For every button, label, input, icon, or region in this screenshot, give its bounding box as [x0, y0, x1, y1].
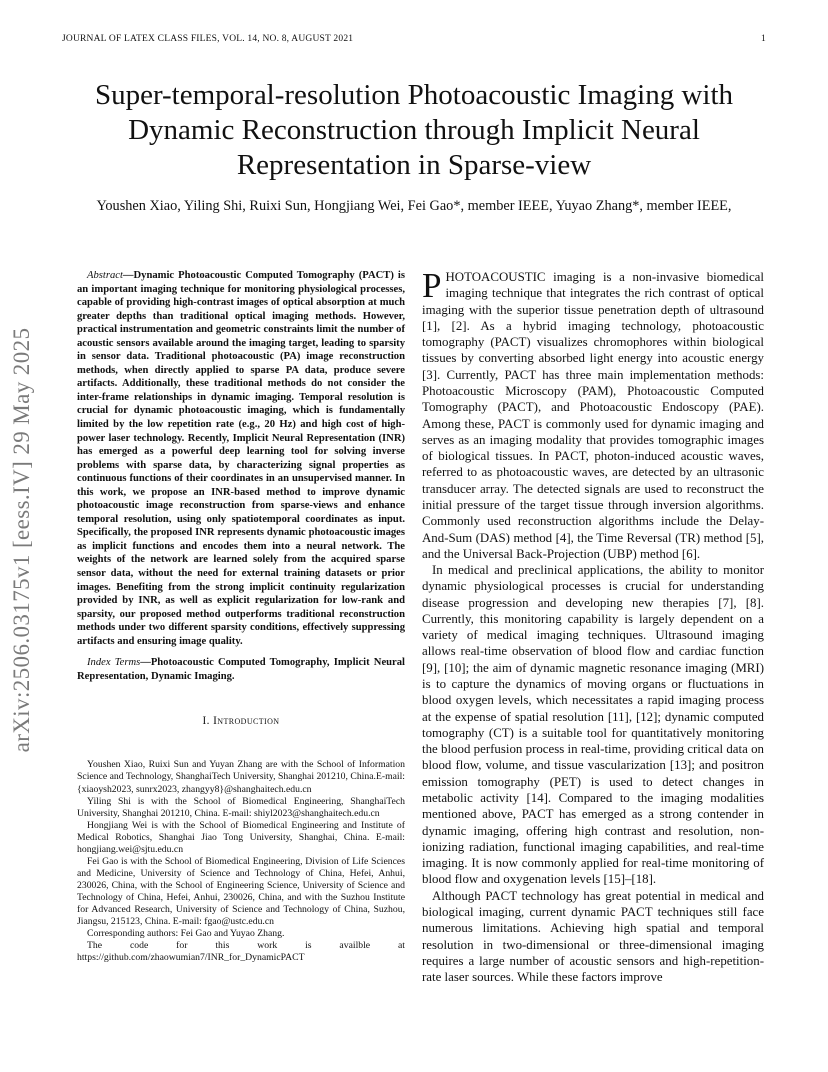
paper-title: Super-temporal-resolution Photoacoustic Imaging with Dynamic Reconstruction through Implicit Neural Representation in Sparse-view	[94, 79, 734, 181]
intro-paragraph-text: HOTOACOUSTIC imaging is a non-invasive biomedical imaging technique that integrates the rich contrast of optical imaging with the superior tissue penetration depth of ultrasound [1], [2]. As a hybrid imaging technology, photoacoustic tomography (PACT) visualizes chromophores within biological tissues by converting absorbed light energy into acoustic energy [3]. Currently, PACT has three main implementation methods: Photoacoustic Microscopy (PAM), Photoacoustic Computed Tomography (PACT), and Photoacoustic Endoscopy (PAE). Among these, PACT is commonly used for dynamic imaging and serves as an imaging modality that provides tomographic images of biological tissues. In PACT, photon-induced acoustic waves, referred to as photoacoustic waves, are detected by an ultrasonic transducer array. The detected signals are used to reconstruct the initial pressure of the target tissue through inversion algorithms. Commonly used reconstruction algorithms include the Delay-And-Sum (DAS) method [4], the Time Reversal (TR) method [5], and the Universal Back-Projection (UBP) method [6].	[422, 270, 764, 561]
intro-paragraph	[422, 266, 764, 562]
right-column	[422, 266, 764, 985]
drop-cap: P	[422, 266, 442, 305]
section-heading	[77, 715, 405, 727]
page-number: 1	[761, 34, 766, 44]
footnote: The code for this work is availble at https://github.com/zhaowumian7/INR_for_DynamicPACT	[77, 940, 405, 964]
footnote: Corresponding authors: Fei Gao and Yuyao Zhang.	[87, 928, 285, 940]
author-footnotes	[77, 758, 405, 964]
footnote: Fei Gao is with the School of Biomedical Engineering, Division of Life Sciences and Medicine, University of Science and Technology of China, Hefei, Anhui, 230026, China, with the School of Engineering Science, University of Science and Technology of China, Hefei, Anhui, 230026, China, and with the Suzhou Institute for Advanced Research, University of Science and Technology of China, Suzhou, Jiangsu, 215123, China. E-mail: fgao@ustc.edu.cn	[77, 855, 405, 928]
left-column	[77, 269, 405, 964]
index-terms-text: —Photoacoustic Computed Tomography, Implicit Neural Representation, Dynamic Imaging.	[77, 657, 405, 682]
arxiv-stamp	[2, 290, 42, 790]
intro-paragraph: In medical and preclinical applications, the ability to monitor dynamic physiological processes is crucial for understanding disease progression and developing new therapies [7], [8]. Currently, this monitoring capability is largely dependent on a variety of medical imaging techniques. Ultrasound imaging allows real-time observation of blood flow and cardiac function [9], [10]; the aim of dynamic magnetic resonance imaging (MRI) is to capture the dynamics of moving organs or fluctuations in blood oxygen levels, which necessitates a rapid imaging process at the expense of spatial resolution [11], [12]; dynamic computed tomography (CT) is a suitable tool for quantitatively monitoring the blood perfusion process in real-time, providing critical data on blood flow, volume, and tissue vascularization [13]; and positron emission tomography (PET) is used to detect changes in metabolic activity [14]. Compared to the imaging modalities mentioned above, PACT has emerged as a strong contender in dynamic imaging, offering high contrast and resolution, non-ionizing radiation, functional imaging capabilities, and real-time imaging. It is now commonly applied for real-time monitoring of blood flow and oxygenation levels [15]–[18].	[422, 563, 764, 887]
abstract-label: Abstract	[87, 270, 123, 281]
arxiv-identifier: arXiv:2506.03175v1 [eess.IV] 29 May 2025	[9, 327, 34, 753]
running-header	[62, 34, 766, 48]
abstract	[77, 269, 405, 648]
footnote: Hongjiang Wei is with the School of Biomedical Engineering and Institute of Medical Robotics, Shanghai Jiao Tong University, Shanghai, China. E-mail: hongjiang.wei@sjtu.edu.cn	[77, 819, 405, 855]
section-number: I.	[202, 715, 210, 728]
abstract-text: —Dynamic Photoacoustic Computed Tomography (PACT) is an important imaging technique for monitoring physiological processes, capable of providing high-contrast images of optical absorption at much greater depths than traditional optical imaging methods. However, practical instrumentation and geometric constraints limit the number of acoustic sensors available around the imaging target, leading to sparsity in sensor data. Traditional photoacoustic (PA) image reconstruction methods, when directly applied to sparse PA data, produce severe artifacts. Additionally, these traditional methods do not consider the inter-frame relationships in dynamic imaging. Temporal resolution is crucial for dynamic photoacoustic imaging, which is fundamentally limited by the low repetition rate (e.g., 20 Hz) and high cost of high-power laser technology. Recently, Implicit Neural Representation (INR) has emerged as a powerful deep learning tool for solving inverse problems with sparse data, by characterizing signal properties as continuous functions of their coordinates in an unsupervised manner. In this work, we propose an INR-based method to improve dynamic photoacoustic image reconstruction from sparse-views and enhance temporal resolution, using only spatiotemporal coordinates as input. Specifically, the proposed INR represents dynamic photoacoustic images as implicit functions and encodes them into a neural network. The weights of the network are learned solely from the acquired sparse sensor data, without the need for external training datasets or prior images. Benefiting from the strong implicit continuity regularization provided by INR, as well as explicit regularization for low-rank and sparsity, our proposed method outperforms traditional reconstruction methods under two different sparsity conditions, effectively suppressing artifacts and ensuring image quality.	[77, 270, 405, 647]
author-list: Youshen Xiao, Yiling Shi, Ruixi Sun, Hongjiang Wei, Fei Gao*, member IEEE, Yuyao Zhang*, member IEEE,	[96, 198, 732, 214]
index-terms-label: Index Terms	[87, 657, 141, 669]
footnote: Youshen Xiao, Ruixi Sun and Yuyan Zhang are with the School of Information Science and Technology, ShanghaiTech University, Shanghai 201210, China.E-mail: {xiaoysh2023, sunrx2023, zhangyy8}@shanghaitech.edu.cn	[77, 759, 405, 795]
index-terms	[77, 656, 405, 683]
section-title: Introduction	[213, 715, 280, 728]
journal-info: JOURNAL OF LATEX CLASS FILES, VOL. 14, NO. 8, AUGUST 2021	[62, 34, 354, 44]
footnote: Yiling Shi is with the School of Biomedical Engineering, ShanghaiTech University, Shanghai 201210, China. E-mail: shiyl2023@shanghaitech.edu.cn	[77, 795, 405, 819]
intro-paragraph: Although PACT technology has great potential in medical and biological imaging, current dynamic PACT techniques still face numerous limitations. Achieving high spatial and temporal resolution in two-dimensional or three-dimensional imaging requires a large number of acoustic sensors and high-repetition-rate laser sources. While these factors improve	[422, 888, 764, 985]
